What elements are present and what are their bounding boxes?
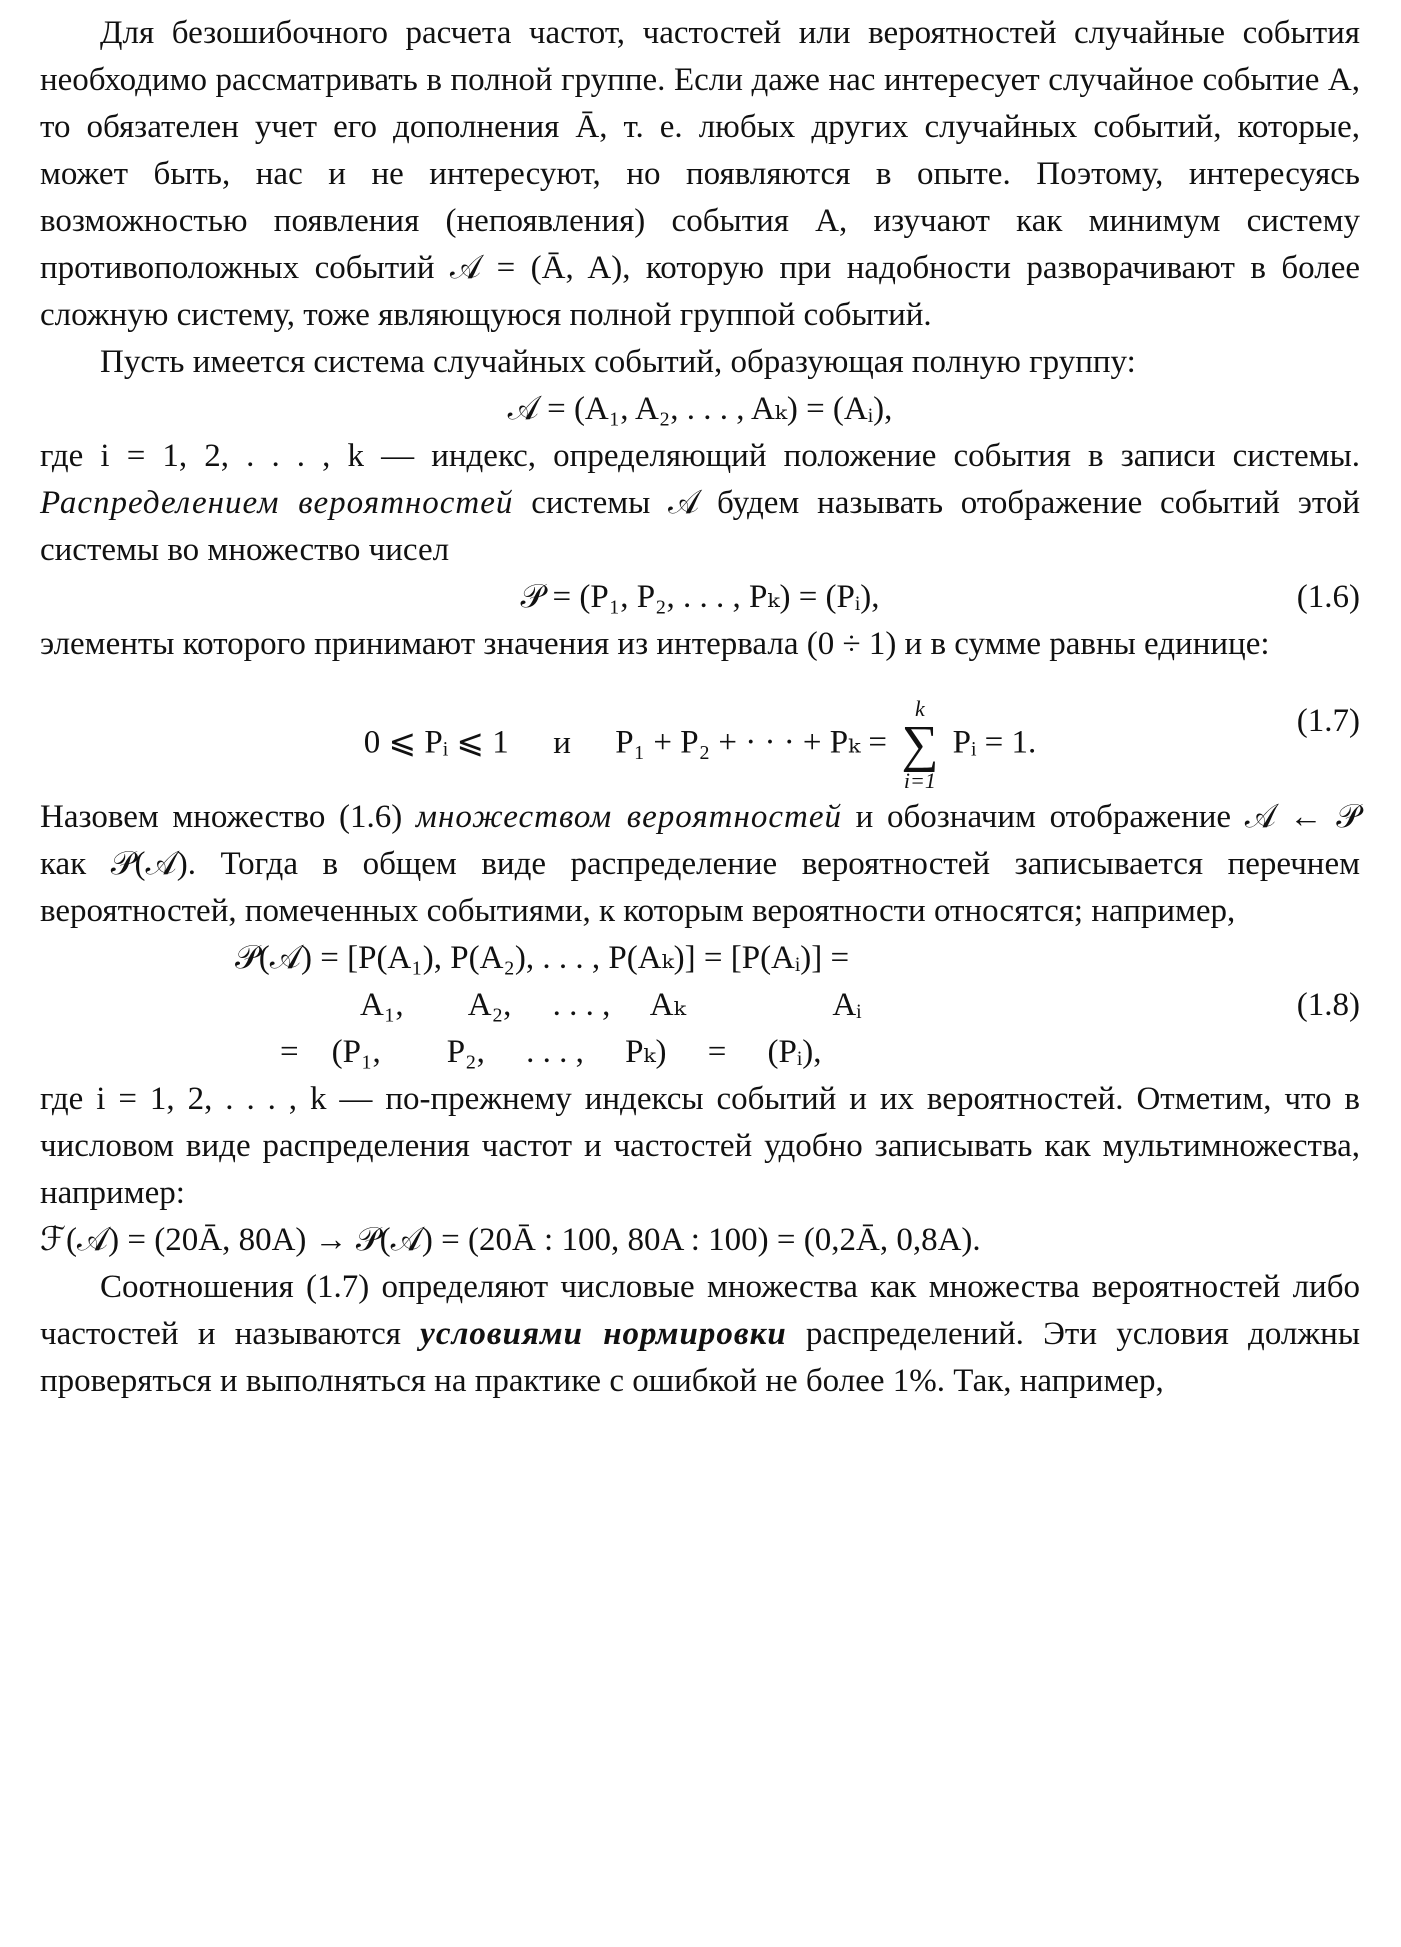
text-fragment: и обозначим отображение 𝒜 ← 𝒫 как 𝒫(𝒜). Тогда в общем виде распределение вероятностей записывается перечнем вероятностей, помеченных событиями, к которым вероятности относятся; например, <box>40 799 1360 929</box>
paragraph-normalization <box>40 1264 1360 1405</box>
equation-and: и <box>553 724 571 761</box>
equation-system <box>40 386 1360 433</box>
book-page <box>40 10 1360 1405</box>
term-probability-set: множеством вероятностей <box>415 799 843 835</box>
equation-sum-result: Pᵢ = 1. <box>952 724 1037 761</box>
equation-number: (1.8) <box>1296 987 1360 1023</box>
equation-1-7-body <box>40 698 1360 792</box>
equation-system-body: 𝒜 = (A₁, A₂, . . . , Aₖ) = (Aᵢ), <box>507 391 893 427</box>
equation-1-6-body: 𝒫 = (P₁, P₂, . . . , Pₖ) = (Pᵢ), <box>520 579 880 615</box>
equation-multiset: ℱ(𝒜) = (20Ā, 80A) → 𝒫(𝒜) = (20Ā : 100, 80A : 100) = (0,2Ā, 0,8A). <box>40 1222 981 1258</box>
sum-upper-limit: k <box>914 696 925 721</box>
paragraph-system: Пусть имеется система случайных событий, образующая полную группу: <box>100 344 1136 380</box>
equation-1-6 <box>40 574 1360 621</box>
text-fragment: Назовем множество (1.6) <box>40 799 416 835</box>
equation-1-8-row: 𝒫(𝒜) = [P(A₁), P(A₂), . . . , P(Aₖ)] = [P(Aᵢ)] = <box>235 940 850 976</box>
term-probability-distribution: Распределением вероятностей <box>40 485 514 521</box>
equation-1-8-row: A₁, A₂, . . . , Aₖ Aᵢ <box>360 987 862 1023</box>
equation-sum-expanded: P₁ + P₂ + · · · + Pₖ = <box>615 724 888 761</box>
equation-1-7 <box>40 668 1360 794</box>
sigma-icon: ∑ <box>901 716 939 773</box>
text-fragment: распределений. Эти условия должны проверяться и выполняться на практике с ошибкой не более 1%. Так, например, <box>40 1316 1360 1399</box>
equation-number: (1.6) <box>1296 579 1360 615</box>
paragraph-distribution-def <box>40 433 1360 574</box>
paragraph-interval: элементы которого принимают значения из интервала (0 ÷ 1) и в сумме равны единице: <box>40 626 1270 662</box>
summation-symbol <box>901 698 938 792</box>
sum-lower-limit: i=1 <box>903 768 936 793</box>
equation-1-8 <box>40 935 1360 1076</box>
text-fragment: где i = 1, 2, . . . , k — индекс, определяющий положение события в записи системы. <box>40 438 1360 474</box>
text-fragment: системы 𝒜 будем называть отображение событий этой системы во множество чисел <box>40 485 1360 568</box>
term-normalization-conditions: условиями нормировки <box>420 1316 787 1352</box>
equation-1-8-row: = (P₁, P₂, . . . , Pₖ) = (Pᵢ), <box>280 1034 822 1070</box>
equation-bounds: 0 ⩽ Pᵢ ⩽ 1 <box>363 724 509 761</box>
paragraph-probability-set <box>40 794 1360 935</box>
paragraph-multiset: где i = 1, 2, . . . , k — по-прежнему индексы событий и их вероятностей. Отметим, что в числовом виде распределения частот и частостей удобно записывать как мультимножества, например: <box>40 1081 1360 1211</box>
text-fragment: Соотношения (1.7) определяют числовые множества как множества вероятностей либо частостей и называются <box>40 1269 1360 1352</box>
equation-number: (1.7) <box>1296 703 1360 739</box>
paragraph-intro: Для безошибочного расчета частот, частостей или вероятностей случайные события необходимо рассматривать в полной группе. Если даже нас интересует случайное событие A, то обязателен учет его дополнения Ā, т. е. любых других случайных событий, которые, может быть, нас и не интересуют, но появляются в опыте. Поэтому, интересуясь возможностью появления (непоявления) события A, изучают как минимум систему противоположных событий 𝒜 = (Ā, A), которую при надобности разворачивают в более сложную систему, тоже являющуюся полной группой событий. <box>40 15 1360 333</box>
